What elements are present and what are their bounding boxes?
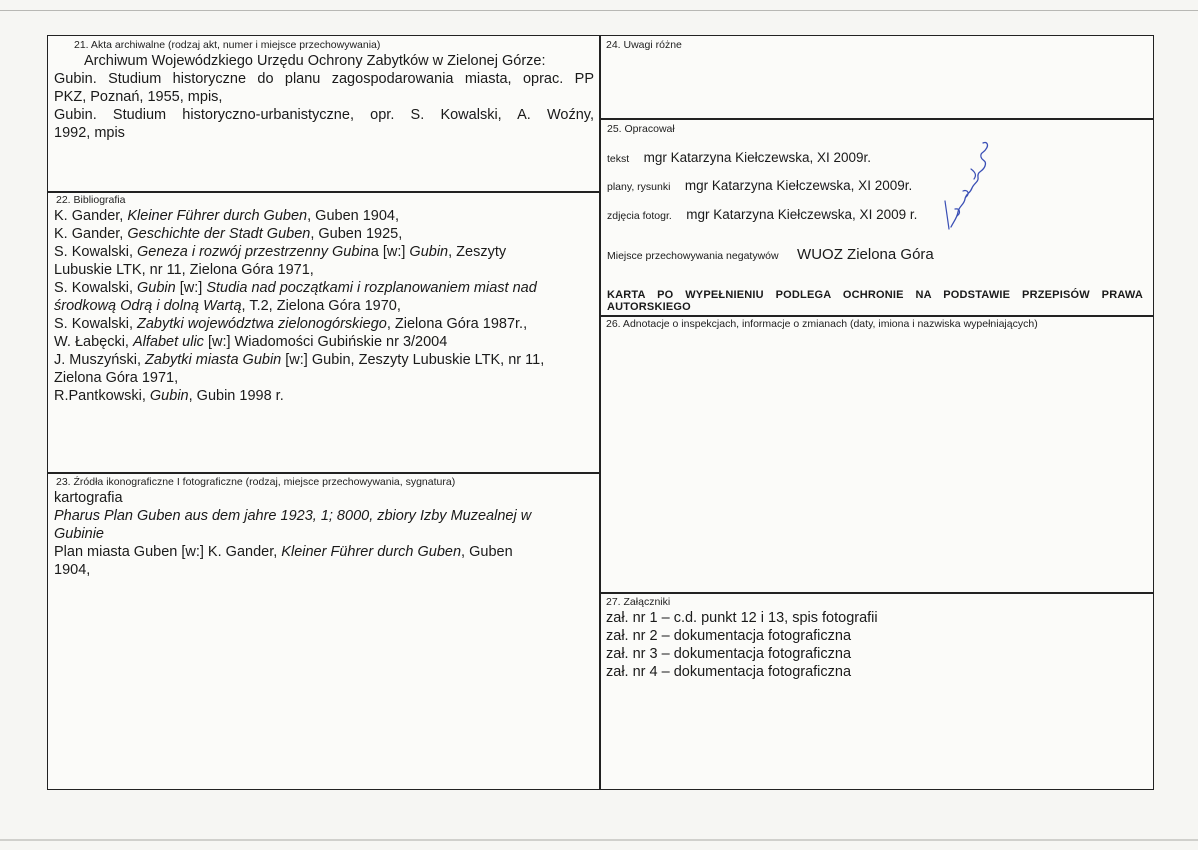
photos-author-label: zdjęcia fotogr. (607, 210, 672, 222)
drawings-author-value: mgr Katarzyna Kiełczewska, XI 2009r. (684, 178, 913, 193)
section-22-bibliography (54, 194, 594, 470)
section-23-iconographic-sources (54, 476, 594, 776)
divider-22-23 (48, 472, 599, 474)
negatives-location-row (607, 246, 934, 264)
s21-line: Gubin. Studium historyczno-urbanistyczne, opr. S. Kowalski, A. Woźny, (54, 107, 594, 123)
section-23-header: 23. Źródła ikonograficzne I fotograficzne (rodzaj, miejsce przechowywania, sygnatura) (56, 476, 456, 488)
section-27-header: 27. Załączniki (606, 596, 671, 608)
source-line: kartografia (54, 490, 123, 506)
photos-author-row (607, 206, 917, 224)
bibliography-entry-cont: Lubuskie LTK, nr 11, Zielona Góra 1971, (54, 262, 314, 278)
text-author-row (607, 149, 871, 167)
section-24-remarks (606, 39, 1146, 117)
bibliography-entry: K. Gander, Kleiner Führer durch Guben, Guben 1904, (54, 208, 400, 224)
section-26-header: 26. Adnotacje o inspekcjach, informacje o zmianach (daty, imiona i nazwiska wypełniających) (606, 318, 1038, 330)
photos-author-value: mgr Katarzyna Kiełczewska, XI 2009 r. (686, 207, 918, 222)
section-26-inspection-notes (606, 318, 1151, 590)
bibliography-entry: S. Kowalski, Geneza i rozwój przestrzenny Gubina [w:] Gubin, Zeszyty (54, 244, 507, 260)
attachment-item: zał. nr 3 – dokumentacja fotograficzna (606, 646, 852, 662)
attachment-item: zał. nr 1 – c.d. punkt 12 i 13, spis fotografii (606, 610, 878, 626)
s21-line: 1992, mpis (54, 125, 125, 141)
bibliography-entry: S. Kowalski, Zabytki województwa zielonogórskiego, Zielona Góra 1987r., (54, 316, 528, 332)
drawings-author-label: plany, rysunki (607, 181, 671, 193)
divider-21-22 (48, 191, 599, 193)
record-card-form (47, 35, 1154, 790)
drawings-author-row (607, 177, 912, 195)
attachment-item: zał. nr 2 – dokumentacja fotograficzna (606, 628, 852, 644)
handwritten-signature (941, 139, 1001, 234)
bibliography-entry: K. Gander, Geschichte der Stadt Guben, Guben 1925, (54, 226, 403, 242)
source-line: Gubinie (54, 526, 104, 542)
section-27-attachments (606, 596, 1151, 786)
bibliography-entry: W. Łabęcki, Alfabet ulic [w:] Wiadomości Gubińskie nr 3/2004 (54, 334, 448, 350)
negatives-location-label: Miejsce przechowywania negatywów (607, 250, 779, 262)
divider-26-27 (599, 592, 1153, 594)
s21-line: PKZ, Poznań, 1955, mpis, (54, 89, 223, 105)
bibliography-entry: S. Kowalski, Gubin [w:] Studia nad początkami i rozplanowaniem miast nad (54, 280, 537, 296)
section-22-header: 22. Bibliografia (56, 194, 126, 206)
attachment-item: zał. nr 4 – dokumentacja fotograficzna (606, 664, 852, 680)
text-author-value: mgr Katarzyna Kiełczewska, XI 2009r. (643, 150, 871, 165)
section-21-archival-records (54, 39, 594, 189)
source-line: Pharus Plan Guben aus dem jahre 1923, 1; 8000, zbiory Izby Muzealnej w (54, 508, 532, 524)
scan-edge-top (0, 10, 1198, 11)
section-25-prepared-by (601, 121, 1149, 313)
bibliography-entry-cont: środkową Odrą i dolną Wartą, T.2, Zielona Góra 1970, (54, 298, 401, 314)
negatives-location-value: WUOZ Zielona Góra (797, 246, 934, 263)
bibliography-entry-cont: Zielona Góra 1971, (54, 370, 179, 386)
s21-line: Gubin. Studium historyczne do planu zagospodarowania miasta, oprac. PP (54, 71, 594, 87)
divider-25-26 (599, 315, 1153, 317)
section-24-header: 24. Uwagi różne (606, 39, 682, 51)
section-21-header: 21. Akta archiwalne (rodzaj akt, numer i miejsce przechowywania) (74, 39, 381, 51)
scan-edge-bottom (0, 839, 1198, 841)
bibliography-entry: R.Pantkowski, Gubin, Gubin 1998 r. (54, 388, 284, 404)
divider-24-25 (599, 118, 1153, 120)
source-line: 1904, (54, 562, 91, 578)
text-author-label: tekst (607, 153, 630, 165)
copyright-notice: KARTA PO WYPEŁNIENIU PODLEGA OCHRONIE NA PODSTAWIE PRZEPISÓW PRAWA AUTORSKIEGO (607, 289, 1143, 313)
s21-line: Archiwum Wojewódzkiego Urzędu Ochrony Zabytków w Zielonej Górze: (84, 53, 546, 69)
bibliography-entry: J. Muszyński, Zabytki miasta Gubin [w:] Gubin, Zeszyty Lubuskie LTK, nr 11, (54, 352, 545, 368)
source-line: Plan miasta Guben [w:] K. Gander, Kleiner Führer durch Guben, Guben (54, 544, 513, 560)
section-25-header: 25. Opracował (607, 123, 675, 135)
